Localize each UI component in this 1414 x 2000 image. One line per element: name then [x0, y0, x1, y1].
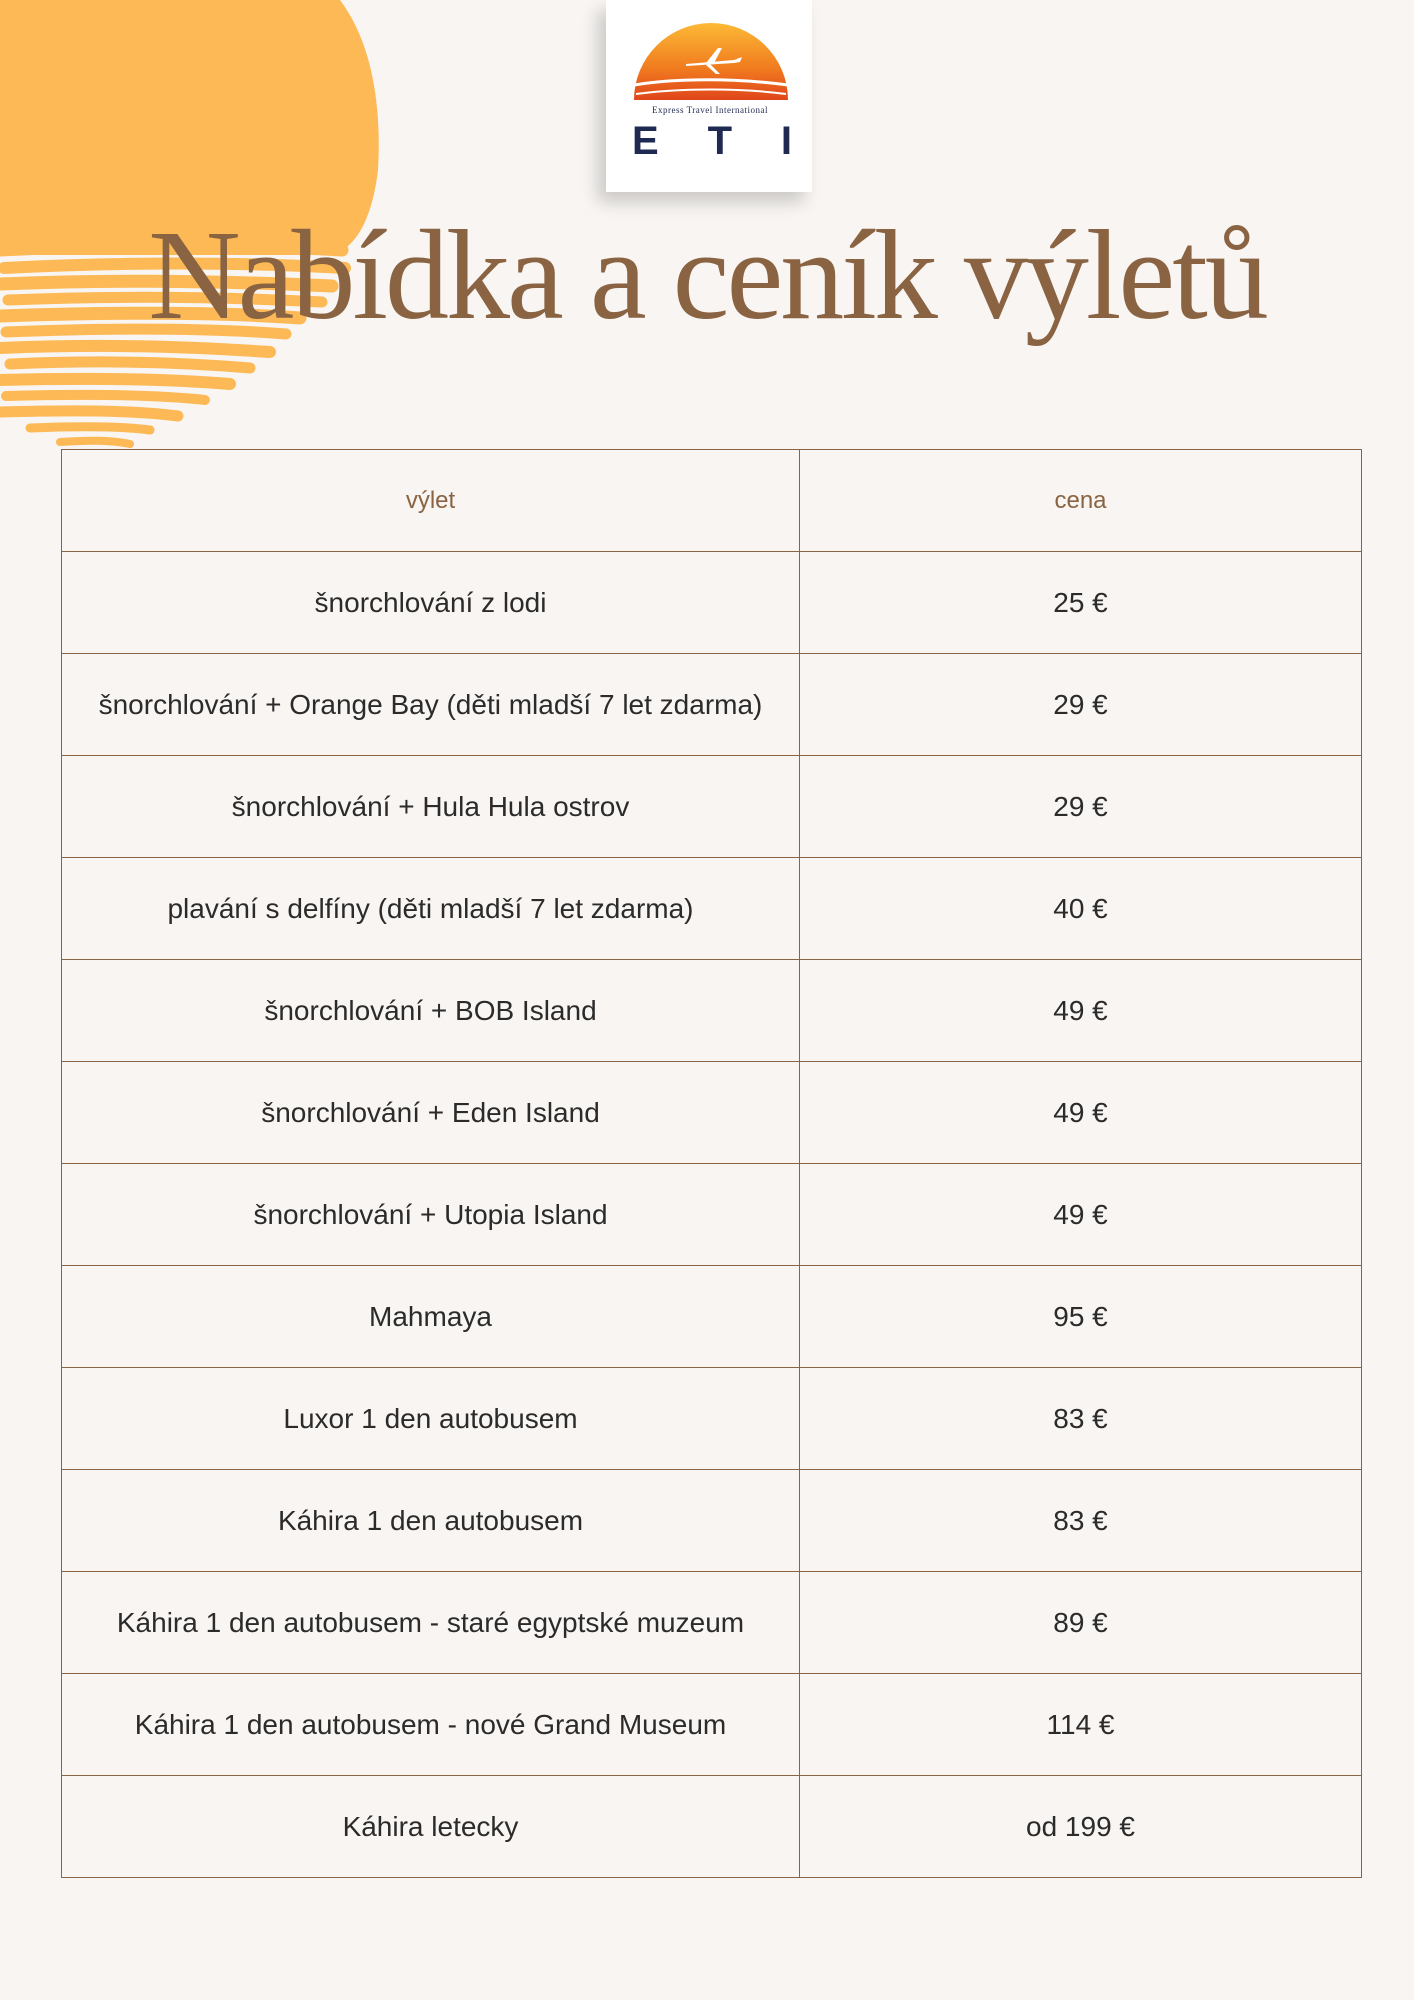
table-row [62, 1266, 1362, 1368]
logo-subtitle: Express Travel International [652, 105, 768, 115]
eti-logo [606, 0, 812, 192]
trip-name: šnorchlování z lodi [62, 552, 800, 654]
page-title: Nabídka a ceník výletů [148, 204, 1266, 346]
trip-price: 49 € [800, 960, 1362, 1062]
table-row [62, 858, 1362, 960]
trip-name: šnorchlování + Eden Island [62, 1062, 800, 1164]
table-row [62, 1776, 1362, 1878]
trip-price: 49 € [800, 1164, 1362, 1266]
trip-price: od 199 € [800, 1776, 1362, 1878]
logo-letter-e: E [632, 119, 659, 163]
table-row [62, 1368, 1362, 1470]
table-row [62, 1572, 1362, 1674]
table-row [62, 1062, 1362, 1164]
trip-name: Káhira 1 den autobusem - nové Grand Museum [62, 1674, 800, 1776]
trip-name: Káhira 1 den autobusem [62, 1470, 800, 1572]
table-row [62, 1164, 1362, 1266]
trip-price: 83 € [800, 1470, 1362, 1572]
logo-sunset-graphic [606, 0, 812, 192]
trip-price: 89 € [800, 1572, 1362, 1674]
trip-price: 29 € [800, 654, 1362, 756]
trip-price: 114 € [800, 1674, 1362, 1776]
logo-letters [632, 119, 792, 163]
trip-name: Luxor 1 den autobusem [62, 1368, 800, 1470]
logo-letter-t: T [707, 119, 732, 163]
trip-name: plavání s delfíny (děti mladší 7 let zdarma) [62, 858, 800, 960]
header-price: cena [800, 450, 1362, 552]
table-header-row [62, 450, 1362, 552]
trip-price: 49 € [800, 1062, 1362, 1164]
header-trip: výlet [62, 450, 800, 552]
trip-price: 83 € [800, 1368, 1362, 1470]
table-row [62, 756, 1362, 858]
trip-name: šnorchlování + Utopia Island [62, 1164, 800, 1266]
logo-letter-i: I [780, 119, 792, 163]
table-row [62, 654, 1362, 756]
table-row [62, 1674, 1362, 1776]
trip-name: Káhira 1 den autobusem - staré egyptské muzeum [62, 1572, 800, 1674]
table-row [62, 552, 1362, 654]
trip-price: 25 € [800, 552, 1362, 654]
trip-name: Mahmaya [62, 1266, 800, 1368]
table-row [62, 960, 1362, 1062]
table-row [62, 1470, 1362, 1572]
excursion-price-table [61, 449, 1362, 1878]
trip-name: šnorchlování + Orange Bay (děti mladší 7 let zdarma) [62, 654, 800, 756]
trip-price: 29 € [800, 756, 1362, 858]
trip-name: Káhira letecky [62, 1776, 800, 1878]
trip-price: 95 € [800, 1266, 1362, 1368]
trip-name: šnorchlování + Hula Hula ostrov [62, 756, 800, 858]
trip-name: šnorchlování + BOB Island [62, 960, 800, 1062]
trip-price: 40 € [800, 858, 1362, 960]
